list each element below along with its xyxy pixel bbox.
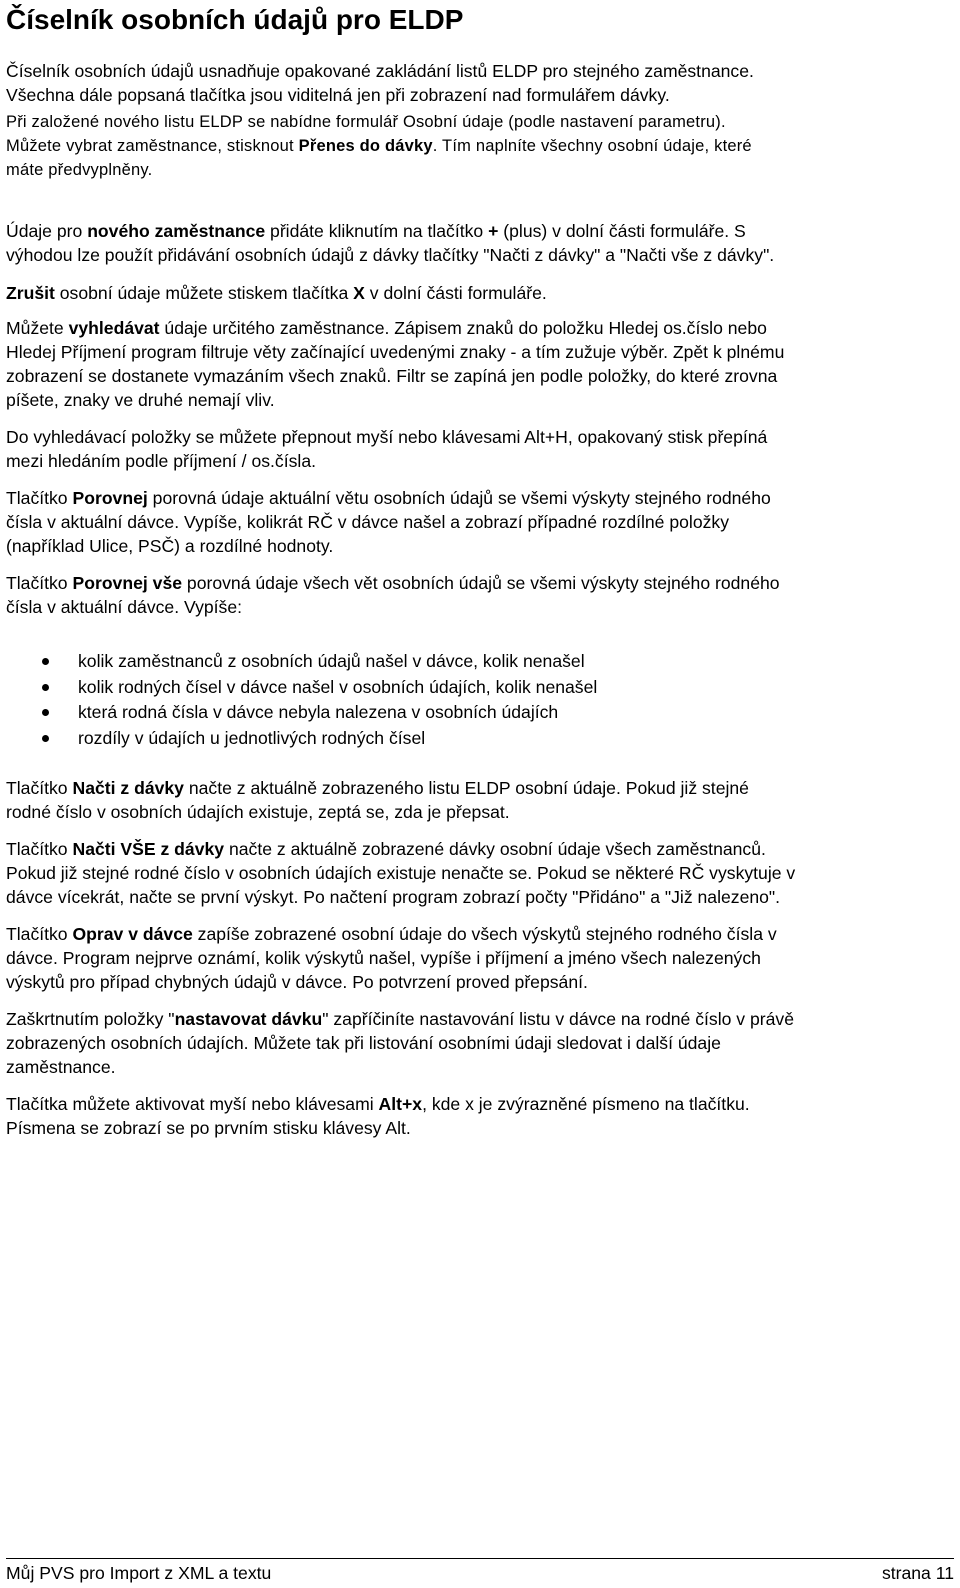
- text-line: dávce vícekrát, načte se první výskyt. Po načtení program zobrazí počty "Přidáno" a "Již nalezeno".: [6, 887, 781, 907]
- paragraph-new-employee: [6, 219, 774, 267]
- text-line: (například Ulice, PSČ) a rozdílné hodnoty.: [6, 536, 334, 556]
- document-page: [6, 0, 954, 1588]
- paragraph-search-switch: [6, 425, 767, 473]
- text-line: zaměstnance.: [6, 1057, 116, 1077]
- text-line: výskytů pro případ chybných údajů v dávce. Po potvrzení proved přepsání.: [6, 972, 588, 992]
- bullet-icon: [42, 658, 49, 665]
- text-line: Pokud již stejné rodné číslo v osobních údajích existuje nenačte se. Pokud se některé RČ vyskytuje v: [6, 863, 796, 883]
- text-line: Tlačítko Oprav v dávce zapíše zobrazené osobní údaje do všech výskytů stejného rodného čísla v: [6, 924, 777, 944]
- paragraph-new-list: [6, 110, 752, 182]
- bold-term: Přenes do dávky: [298, 137, 433, 155]
- text-line: zobrazení se dostanete vymazáním všech znaků. Filtr se zapíná jen podle položky, do které zrovna: [6, 366, 778, 386]
- footer-title: Můj PVS pro Import z XML a textu: [6, 1563, 272, 1583]
- list-item: která rodná čísla v dávce nebyla nalezena v osobních údajích: [6, 700, 597, 726]
- text-line: Tlačítko Načti VŠE z dávky načte z aktuálně zobrazené dávky osobní údaje všech zaměstnanců.: [6, 839, 766, 859]
- list-item: rozdíly v údajích u jednotlivých rodných čísel: [6, 726, 597, 752]
- intro-paragraph: [6, 59, 754, 107]
- bold-term: Porovnej vše: [72, 573, 183, 593]
- bold-term: Oprav v dávce: [72, 924, 193, 944]
- text-line: máte předvyplněny.: [6, 161, 153, 179]
- text-line: píšete, znaky ve druhé nemají vliv.: [6, 390, 275, 410]
- bold-term: Zrušit: [6, 283, 55, 303]
- paragraph-load-all: [6, 837, 795, 909]
- text-line: čísla v aktuální dávce. Vypíše:: [6, 597, 243, 617]
- bold-term: Alt+x: [378, 1094, 423, 1114]
- text-line: Můžete vybrat zaměstnance, stisknout Přenes do dávky. Tím naplníte všechny osobní údaje, které: [6, 137, 752, 155]
- text-line: Můžete vyhledávat údaje určitého zaměstnance. Zápisem znaků do položku Hledej os.číslo nebo: [6, 318, 767, 338]
- text-line: Při založené nového listu ELDP se nabídne formulář Osobní údaje (podle nastavení parametru).: [6, 113, 726, 131]
- bold-term: nastavovat dávku: [174, 1009, 323, 1029]
- text-line: výhodou lze použít přidávání osobních údajů z dávky tlačítky "Načti z dávky" a "Načti vše z dávky".: [6, 245, 775, 265]
- text-line: Hledej Příjmení program filtruje věty začínající uvedenými znaky - a tím zužuje výběr. Zpět k plnému: [6, 342, 785, 362]
- text-line: mezi hledáním podle příjmení / os.čísla.: [6, 451, 316, 471]
- x-symbol: X: [353, 283, 365, 303]
- bullet-icon: [42, 684, 49, 691]
- bullet-icon: [42, 709, 49, 716]
- paragraph-compare-all: [6, 571, 780, 619]
- text-line: Zaškrtnutím položky "nastavovat dávku" zapříčiníte nastavování listu v dávce na rodné číslo v právě: [6, 1009, 794, 1029]
- bold-term: vyhledávat: [68, 318, 160, 338]
- text-line: Číselník osobních údajů usnadňuje opakované zakládání listů ELDP pro stejného zaměstnance.: [6, 61, 754, 81]
- footer-divider: [6, 1558, 954, 1559]
- list-item: kolik rodných čísel v dávce našel v osobních údajích, kolik nenašel: [6, 675, 597, 701]
- text-line: rodné číslo v osobních údajích existuje, zeptá se, zda je přepsat.: [6, 802, 510, 822]
- paragraph-load-from-batch: [6, 776, 749, 824]
- bold-term: nového zaměstnance: [87, 221, 266, 241]
- text-line: Tlačítka můžete aktivovat myší nebo klávesami Alt+x, kde x je zvýrazněné písmeno na tlačítku.: [6, 1094, 750, 1114]
- page-number: strana 11: [881, 1563, 954, 1583]
- text-line: Písmena se zobrazí se po prvním stisku klávesy Alt.: [6, 1118, 411, 1138]
- paragraph-set-batch: [6, 1007, 794, 1079]
- text-line: dávce. Program nejprve oznámí, kolik výskytů našel, vypíše i příjmení a jméno všech nalezených: [6, 948, 761, 968]
- paragraph-shortcuts: [6, 1092, 750, 1140]
- bold-term: Načti VŠE z dávky: [72, 839, 225, 859]
- paragraph-cancel: [6, 281, 547, 305]
- bullet-list: [6, 649, 597, 751]
- paragraph-fix-in-batch: [6, 922, 777, 994]
- list-item: kolik zaměstnanců z osobních údajů našel v dávce, kolik nenašel: [6, 649, 597, 675]
- bold-term: Načti z dávky: [72, 778, 184, 798]
- plus-symbol: +: [488, 221, 499, 241]
- bullet-icon: [42, 735, 49, 742]
- text-line: Údaje pro nového zaměstnance přidáte kliknutím na tlačítko + (plus) v dolní části formuláře. S: [6, 221, 746, 241]
- bold-term: Porovnej: [72, 488, 148, 508]
- text-line: čísla v aktuální dávce. Vypíše, kolikrát RČ v dávce našel a zobrazí případné rozdílné položky: [6, 512, 730, 532]
- text-line: Všechna dále popsaná tlačítka jsou viditelná jen při zobrazení nad formulářem dávky.: [6, 85, 670, 105]
- paragraph-compare: [6, 486, 771, 558]
- text-line: zobrazených osobních údajích. Můžete tak při listování osobními údaji sledovat i další údaje: [6, 1033, 721, 1053]
- text-line: Tlačítko Porovnej vše porovná údaje všech vět osobních údajů se všemi výskyty stejného rodného: [6, 573, 780, 593]
- text-line: Tlačítko Načti z dávky načte z aktuálně zobrazeného listu ELDP osobní údaje. Pokud již stejné: [6, 778, 749, 798]
- text-line: Tlačítko Porovnej porovná údaje aktuální větu osobních údajů se všemi výskyty stejného rodného: [6, 488, 771, 508]
- paragraph-search: [6, 316, 784, 412]
- page-title: Číselník osobních údajů pro ELDP: [6, 4, 464, 35]
- text-line: Do vyhledávací položky se můžete přepnout myší nebo klávesami Alt+H, opakovaný stisk přepíná: [6, 427, 768, 447]
- text-line: Zrušit osobní údaje můžete stiskem tlačítka X v dolní části formuláře.: [6, 283, 547, 303]
